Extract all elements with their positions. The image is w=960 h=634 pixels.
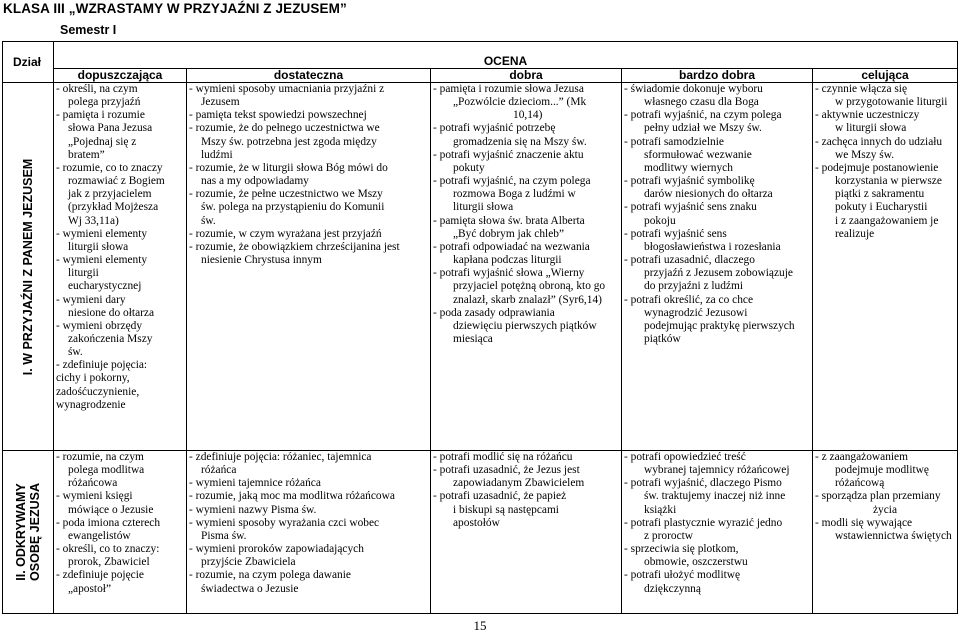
section-title-2: II. ODKRYWAMY OSOBĘ JEZUSA [3,451,54,614]
grade-header-bardzo-dobra: bardzo dobra [622,69,813,83]
cell-s2-dostateczna: - zdefiniuje pojęcia: różaniec, tajemnica różańca - wymieni tajemnice różańca - rozumie, jaką moc ma modlitwa różańcowa - wymieni nazwy Pisma św. - wymieni sposoby wyrażania czci wobec Pisma św. - wymieni proroków zapowiadających przyjście Zbawiciela - rozumie, na czym polega dawanie świadectwa o Jezusie [187,451,431,614]
section-row-2 [3,451,958,614]
page-number: 15 [473,618,487,633]
grade-header-dostateczna: dostateczna [187,69,431,83]
cell-s1-dopuszczajaca: - określi, na czym polega przyjaźń - pamięta i rozumie słowa Pana Jezusa „Pojednaj się z bratem” - rozumie, co to znaczy rozmawiać z Bogiem jak z przyjacielem (przykład Mojżesza Wj 33,11a) - wymieni elementy liturgii słowa - wymieni elementy liturgii eucharystycznej - wymieni dary niesione do ołtarza - wymieni obrzędy zakończenia Mszy św. - zdefiniuje pojęcia: cichy i pokorny, zadośćuczynienie, wynagrodzenie [54,83,187,451]
page-title: KLASA III „WZRASTAMY W PRZYJAŹNI Z JEZUSEM” [3,1,347,16]
semester-label: Semestr I [60,23,117,37]
cell-s2-dobra: - potrafi modlić się na różańcu - potrafi uzasadnić, że Jezus jest zapowiadanym Zbawicielem - potrafi uzasadnić, że papież i biskupi są następcami apostołów [431,451,622,614]
cell-s1-bardzo-dobra: - świadomie dokonuje wyboru własnego czasu dla Boga - potrafi wyjaśnić, na czym polega pełny udział we Mszy św. - potrafi samodzielnie sformułować wezwanie modlitwy wiernych - potrafi wyjaśnić symbolikę darów niesionych do ołtarza - potrafi wyjaśnić sens znaku pokoju - potrafi wyjaśnić sens błogosławieństwa i rozesłania - potrafi uzasadnić, dlaczego przyjaźń z Jezusem zobowiązuje do przyjaźni z ludźmi - potrafi określić, za co chce wynagrodzić Jezusowi podejmując praktykę pierwszych piątków [622,83,813,451]
cell-s1-celujaca: - czynnie włącza się w przygotowanie liturgii - aktywnie uczestniczy w liturgii słowa - zachęca innych do udziału we Mszy św. - podejmuje postanowienie korzystania w pierwsze piątki z sakramentu pokuty i Eucharystii i z zaangażowaniem je realizuje [813,83,958,451]
grade-header-celujaca: celująca [813,69,958,83]
cell-s2-celujaca: - z zaangażowaniem podejmuje modlitwę różańcową - sporządza plan przemiany życia - modli się wywające wstawiennictwa świętych [813,451,958,614]
grade-header-dopuszczajaca: dopuszczająca [54,69,187,83]
grading-table [2,41,958,614]
section-row-1 [3,83,958,451]
cell-s2-dopuszczajaca: - rozumie, na czym polega modlitwa różańcowa - wymieni księgi mówiące o Jezusie - poda imiona czterech ewangelistów - określi, co to znaczy: prorok, Zbawiciel - zdefiniuje pojęcie „apostoł” [54,451,187,614]
section-title-1: I. W PRZYJAŹNI Z PANEM JEZUSEM [3,83,54,451]
cell-s1-dobra: - pamięta i rozumie słowa Jezusa „Pozwólcie dzieciom...” (Mk 10,14) - potrafi wyjaśnić potrzebę gromadzenia się na Mszy św. - potrafi wyjaśnić znaczenie aktu pokuty - potrafi wyjaśnić, na czym polega rozmowa Boga z ludźmi w liturgii słowa - pamięta słowa św. brata Alberta „Być dobrym jak chleb” - potrafi odpowiadać na wezwania kapłana podczas liturgii - potrafi wyjaśnić słowa „Wierny przyjaciel potężną obroną, kto go znalazł, skarb znalazł” (Syr6,14) - poda zasady odprawiania dziewięciu pierwszych piątków miesiąca [431,83,622,451]
grade-header-dobra: dobra [431,69,622,83]
cell-s1-dostateczna: - wymieni sposoby umacniania przyjaźni z Jezusem - pamięta tekst spowiedzi powszechnej - rozumie, że do pełnego uczestnictwa we Mszy św. potrzebna jest zgoda między ludźmi - rozumie, że w liturgii słowa Bóg mówi do nas a my odpowiadamy - rozumie, że pełne uczestnictwo we Mszy św. polega na przystąpieniu do Komunii św. - rozumie, w czym wyrażana jest przyjaźń - rozumie, że obowiązkiem chrześcijanina jest niesienie Chrystusa innym [187,83,431,451]
ocena-header: OCENA [54,42,958,69]
dzial-header: Dział [3,42,54,83]
cell-s2-bardzo-dobra: - potrafi opowiedzieć treść wybranej tajemnicy różańcowej - potrafi wyjaśnić, dlaczego Pismo św. traktujemy inaczej niż inne książki - potrafi plastycznie wyrazić jedno z proroctw - sprzeciwia się plotkom, obmowie, oszczerstwu - potrafi ułożyć modlitwę dziękczynną [622,451,813,614]
